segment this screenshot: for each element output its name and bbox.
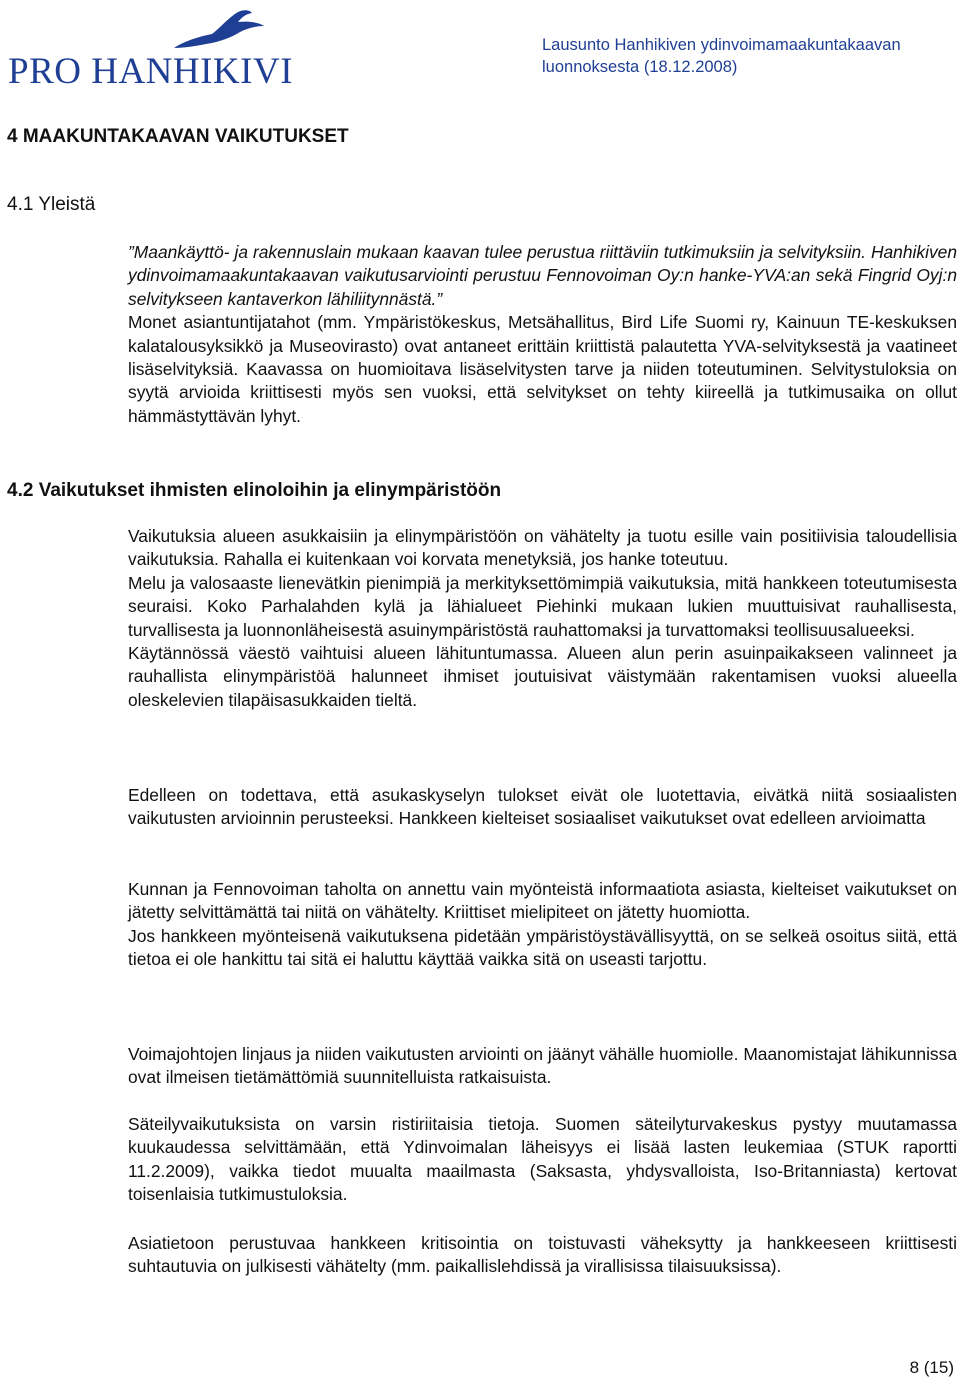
paragraph: Edelleen on todettava, että asukaskyselyn tulokset eivät ole luotettavia, eivätkä niitä sosiaalisten vaikutusten arvioinnin perusteeksi. Hankkeen kielteiset sosiaaliset vaikutukset ovat edelleen arvioimatta [128,785,957,829]
section-4-1-body [128,241,957,428]
section-4-2-body-6 [128,1232,957,1279]
paragraph: Käytännössä väestö vaihtuisi alueen lähituntumassa. Alueen alun perin asuinpaikakseen valinneet ja rauhallista elinympäristöä halunneet ihmiset joutuisivat väistymään rakentamisen vuoksi alueella oleskelevien tilapäisasukkaiden tieltä. [128,643,957,710]
paragraph: Monet asiantuntijatahot (mm. Ympäristökeskus, Metsähallitus, Bird Life Suomi ry, Kainuun TE-keskuksen kalatalousyksikkö ja Museovirasto) ovat antaneet erittäin kriittistä palautetta YVA-selvityksestä ja vaatineet lisäselvityksiä. Kaavassa on huomioitava lisäselvitysten tarve ja niiden toteutuminen. Selvitystuloksia on syytä arvioida kriittisesti myös sen vuoksi, että selvitykset on tehty kiireellä ja tutkimusaika on ollut hämmästyttävän lyhyt. [128,312,957,426]
pro-hanhikivi-logo [6,4,306,92]
paragraph: Voimajohtojen linjaus ja niiden vaikutusten arviointi on jäänyt vähälle huomiolle. Maanomistajat lähikunnissa ovat ilmeisen tietämättömiä suunnitelluista ratkaisuista. [128,1044,957,1088]
section-4-2-body-3 [128,878,957,972]
section-4-1-heading: 4.1 Yleistä [7,194,96,215]
logo-text: PRO HANHIKIVI [8,51,294,92]
section-4-2-heading: 4.2 Vaikutukset ihmisten elinoloihin ja elinympäristöön [7,480,502,501]
section-4-2-body-4 [128,1043,957,1090]
header-title-line-2: luonnoksesta (18.12.2008) [542,58,738,76]
paragraph: Vaikutuksia alueen asukkaisiin ja elinympäristöön on vähätelty ja tuotu esille vain positiivisia taloudellisia vaikutuksia. Rahalla ei kuitenkaan voi korvata menetyksiä, jos hanke toteutuu. [128,526,957,570]
section-4-2-body-2 [128,784,957,831]
section-4-2-body-5 [128,1113,957,1207]
document-header [542,34,956,78]
section-4-2-body-1 [128,525,957,712]
paragraph: Jos hankkeen myönteisenä vaikutuksena pidetään ympäristöystävällisyyttä, on se selkeä osoitus siitä, että tietoa ei ole hankittu tai sitä ei haluttu käyttää vaikka sitä on useasti tarjottu. [128,925,957,970]
paragraph: Säteilyvaikutuksista on varsin ristiriitaisia tietoja. Suomen säteilyturvakeskus pystyy muutamassa kuukaudessa selvittämään, että Ydinvoimalan läheisyys ei lisää lasten leukemiaa (STUK raportti 11.2.2009), vaikka tiedot muualta maailmasta (Saksasta, yhdysvalloista, Iso-Britanniasta) kertovat toisenlaisia tutkimustuloksia. [128,1114,957,1205]
quote-paragraph: ”Maankäyttö- ja rakennuslain mukaan kaavan tulee perustua riittäviin tutkimuksiin ja selvityksiin. Hanhikiven ydinvoimamaakuntakaavan vaikutusarviointi perustuu Fennovoiman Oy:n hanke-YVA:an sekä Fingrid Oyj:n selvitykseen kantaverkon lähiliitynnästä.” [128,242,957,309]
header-title-line-1: Lausunto Hanhikiven ydinvoimamaakuntakaavan [542,36,901,54]
paragraph: Kunnan ja Fennovoiman taholta on annettu vain myönteistä informaatiota asiasta, kielteiset vaikutukset on jätetty selvittämättä tai niitä on vähätelty. Kriittiset mielipiteet on jätetty huomiotta. [128,879,957,923]
paragraph: Melu ja valosaaste lienevätkin pienimpiä ja merkityksettömimpiä vaikutuksia, mitä hankkeen toteutumisesta seuraisi. Koko Parhalahden kylä ja lähialueet Piehinki mukaan lukien muuttuisivat rauhallisesta, turvallisesta ja luonnonläheisestä asuinympäristöstä rauhattomaksi ja turvattomaksi teollisuusalueeksi. [128,572,957,640]
page-number: 8 (15) [909,1358,954,1377]
section-4-heading: 4 MAAKUNTAKAAVAN VAIKUTUKSET [7,126,349,147]
paragraph: Asiatietoon perustuvaa hankkeen kritisointia on toistuvasti väheksytty ja hankkeeseen kriittisesti suhtautuvia on julkisesti vähätelty (mm. paikallislehdissä ja virallisissa tilaisuuksissa). [128,1233,957,1277]
